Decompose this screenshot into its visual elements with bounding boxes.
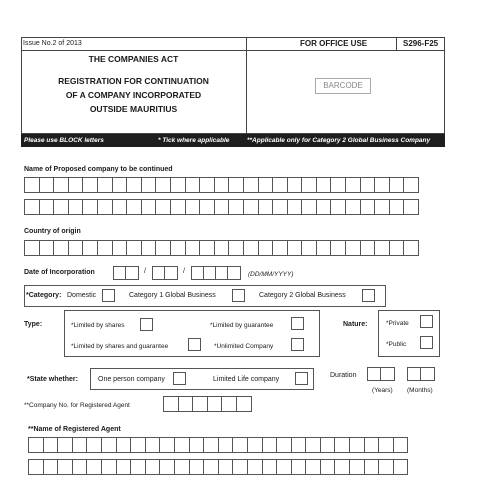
category-gb1-checkbox[interactable] [232,289,245,302]
issue-number: Issue No.2 of 2013 [23,40,82,47]
char-box[interactable] [82,177,98,193]
agent-name-row-1[interactable] [28,437,407,453]
char-box[interactable] [28,459,44,475]
char-box[interactable] [389,199,405,215]
category-gb2-label: Category 2 Global Business [259,292,346,299]
type-shares-checkbox[interactable] [140,318,153,331]
char-box[interactable] [334,459,350,475]
type-unlimited-checkbox[interactable] [291,338,304,351]
header-top-row [21,37,445,51]
char-box[interactable] [159,459,175,475]
date-format-hint: (DD/MM/YYYY) [248,271,294,278]
char-box[interactable] [360,199,376,215]
char-box[interactable] [189,459,205,475]
char-box[interactable] [272,240,288,256]
state-one-person-label: One person company [98,376,165,383]
category-domestic-label: Domestic [67,292,97,299]
country-label: Country of origin [24,228,81,235]
type-unlimited-label: *Unlimited Company [214,343,274,350]
char-box[interactable] [291,437,307,453]
duration-years[interactable] [367,367,395,381]
char-box[interactable] [97,177,113,193]
char-box[interactable] [68,240,84,256]
char-box[interactable] [112,240,128,256]
char-box[interactable] [86,459,102,475]
char-box[interactable] [403,177,419,193]
barcode-placeholder: BARCODE [315,78,371,94]
char-box[interactable] [330,240,346,256]
char-box[interactable] [185,240,201,256]
char-box[interactable] [86,437,102,453]
char-box[interactable] [276,437,292,453]
category-domestic-checkbox[interactable] [102,289,115,302]
char-box[interactable] [141,199,157,215]
category-gb2-checkbox[interactable] [362,289,375,302]
char-box[interactable] [112,199,128,215]
block-letters-note: Please use BLOCK letters [24,137,104,144]
char-box[interactable] [53,199,69,215]
char-box[interactable] [53,240,69,256]
char-box[interactable] [130,459,146,475]
duration-months[interactable] [407,367,435,381]
char-box[interactable] [330,177,346,193]
nature-private-checkbox[interactable] [420,315,433,328]
months-label: (Months) [407,387,433,394]
char-box[interactable] [345,177,361,193]
state-one-person-checkbox[interactable] [173,372,186,385]
char-box[interactable] [262,459,278,475]
char-box[interactable] [316,199,332,215]
char-box[interactable] [218,437,234,453]
char-box[interactable] [247,437,263,453]
char-box[interactable] [262,437,278,453]
char-box[interactable] [389,177,405,193]
char-box[interactable] [228,199,244,215]
char-box[interactable] [320,437,336,453]
category-label: *Category: [26,292,62,299]
type-shares-label: *Limited by shares [71,322,125,329]
char-box[interactable] [330,199,346,215]
nature-public-label: *Public [386,341,407,348]
char-box[interactable] [170,177,186,193]
char-box[interactable] [403,240,419,256]
char-box[interactable] [364,459,380,475]
date-month[interactable] [152,266,178,280]
char-box[interactable] [316,240,332,256]
char-box[interactable] [39,177,55,193]
char-box[interactable] [185,177,201,193]
char-box[interactable] [101,437,117,453]
char-box[interactable] [72,437,88,453]
char-box[interactable] [82,199,98,215]
nature-label: Nature: [343,321,368,328]
char-box[interactable] [378,459,394,475]
char-box[interactable] [232,459,248,475]
nature-public-checkbox[interactable] [420,336,433,349]
char-box[interactable] [374,240,390,256]
char-box[interactable] [393,459,409,475]
char-box[interactable] [82,240,98,256]
char-box[interactable] [305,437,321,453]
company-name-row-1[interactable] [24,177,418,193]
char-box[interactable] [389,240,405,256]
char-box[interactable] [203,437,219,453]
char-box[interactable] [39,240,55,256]
char-box[interactable] [345,199,361,215]
char-box[interactable] [203,459,219,475]
form-title-line2: OF A COMPANY INCORPORATED [65,90,202,100]
char-box[interactable] [374,199,390,215]
form-title-line3: OUTSIDE MAURITIUS [89,104,178,114]
char-box[interactable] [393,437,409,453]
country-row[interactable] [24,240,418,256]
form-title [21,74,246,116]
state-label: *State whether: [27,376,78,383]
char-box[interactable] [301,199,317,215]
char-box[interactable] [145,437,161,453]
char-box[interactable] [214,177,230,193]
char-box[interactable] [155,177,171,193]
char-box[interactable] [334,437,350,453]
char-box[interactable] [287,177,303,193]
char-box[interactable] [101,459,117,475]
instruction-band [21,134,445,147]
char-box[interactable] [316,177,332,193]
char-box[interactable] [301,240,317,256]
char-box[interactable] [43,459,59,475]
char-box[interactable] [228,240,244,256]
agent-no-row[interactable] [163,396,251,412]
category-gb1-label: Category 1 Global Business [129,292,216,299]
type-guarantee-checkbox[interactable] [291,317,304,330]
type-shares-guarantee-label: *Limited by shares and guarantee [71,343,169,350]
char-box[interactable] [155,240,171,256]
char-box[interactable] [199,199,215,215]
char-box[interactable] [243,177,259,193]
char-box[interactable] [378,437,394,453]
char-box[interactable] [24,177,40,193]
char-box[interactable] [112,177,128,193]
char-box[interactable] [116,459,132,475]
char-box[interactable] [43,437,59,453]
act-title: THE COMPANIES ACT [88,54,179,64]
char-box[interactable] [130,437,146,453]
char-box[interactable] [116,437,132,453]
char-box[interactable] [141,177,157,193]
char-box[interactable] [258,199,274,215]
date-year[interactable] [191,266,241,280]
char-box[interactable] [28,437,44,453]
char-box[interactable] [305,459,321,475]
char-box[interactable] [159,437,175,453]
char-box[interactable] [163,396,179,412]
char-box[interactable] [214,199,230,215]
char-box[interactable] [178,396,194,412]
char-box[interactable] [291,459,307,475]
char-box[interactable] [126,240,142,256]
duration-label: Duration [330,372,357,379]
char-box[interactable] [272,177,288,193]
char-box[interactable] [174,437,190,453]
type-shares-guarantee-checkbox[interactable] [188,338,201,351]
char-box[interactable] [185,199,201,215]
char-box[interactable] [189,437,205,453]
char-box[interactable] [145,459,161,475]
char-box[interactable] [207,396,223,412]
char-box[interactable] [349,437,365,453]
char-box[interactable] [57,459,73,475]
char-box[interactable] [155,199,171,215]
char-box[interactable] [374,177,390,193]
char-box[interactable] [287,240,303,256]
char-box[interactable] [141,240,157,256]
char-box[interactable] [170,199,186,215]
form-title-line1: REGISTRATION FOR CONTINUATION [58,76,209,86]
char-box[interactable] [72,459,88,475]
type-label: Type: [24,321,43,328]
char-box[interactable] [126,199,142,215]
type-guarantee-label: *Limited by guarantee [210,322,274,329]
char-box[interactable] [97,240,113,256]
company-name-label: Name of Proposed company to be continued [24,166,173,173]
char-box[interactable] [68,199,84,215]
char-box[interactable] [228,177,244,193]
char-box[interactable] [364,437,380,453]
char-box[interactable] [53,177,69,193]
agent-name-row-2[interactable] [28,459,407,475]
char-box[interactable] [301,177,317,193]
char-box[interactable] [360,177,376,193]
char-box[interactable] [287,199,303,215]
nature-private-label: *Private [386,320,409,327]
char-box[interactable] [221,396,237,412]
char-box[interactable] [276,459,292,475]
date-day[interactable] [113,266,139,280]
office-divider [396,37,397,51]
char-box[interactable] [258,177,274,193]
char-box[interactable] [126,177,142,193]
char-box[interactable] [57,437,73,453]
date-label: Date of Incorporation [24,269,95,276]
date-sep-1: / [144,268,146,275]
char-box[interactable] [272,199,288,215]
tick-note: * Tick where applicable [158,137,230,144]
char-box[interactable] [243,199,259,215]
char-box[interactable] [320,459,336,475]
char-box[interactable] [199,240,215,256]
category2-note: **Applicable only for Category 2 Global Business Company [247,137,431,144]
char-box[interactable] [39,199,55,215]
char-box[interactable] [192,396,208,412]
char-box[interactable] [236,396,252,412]
char-box[interactable] [24,240,40,256]
char-box[interactable] [68,177,84,193]
char-box[interactable] [214,240,230,256]
char-box[interactable] [345,240,361,256]
char-box[interactable] [349,459,365,475]
char-box[interactable] [403,199,419,215]
char-box[interactable] [24,199,40,215]
state-limited-life-label: Limited Life company [213,376,280,383]
char-box[interactable] [218,459,234,475]
form-code: S296-F25 [403,39,439,48]
date-sep-2: / [183,268,185,275]
char-box[interactable] [97,199,113,215]
char-box[interactable] [360,240,376,256]
char-box[interactable] [232,437,248,453]
char-box[interactable] [258,240,274,256]
char-box[interactable] [199,177,215,193]
char-box[interactable] [174,459,190,475]
char-box[interactable] [247,459,263,475]
company-name-row-2[interactable] [24,199,418,215]
state-limited-life-checkbox[interactable] [295,372,308,385]
office-use-label: FOR OFFICE USE [300,39,368,48]
char-box[interactable] [170,240,186,256]
years-label: (Years) [372,387,393,394]
header-divider [246,37,247,134]
char-box[interactable] [243,240,259,256]
agent-no-label: **Company No. for Registered Agent [24,402,130,409]
agent-name-label: **Name of Registered Agent [28,426,121,433]
